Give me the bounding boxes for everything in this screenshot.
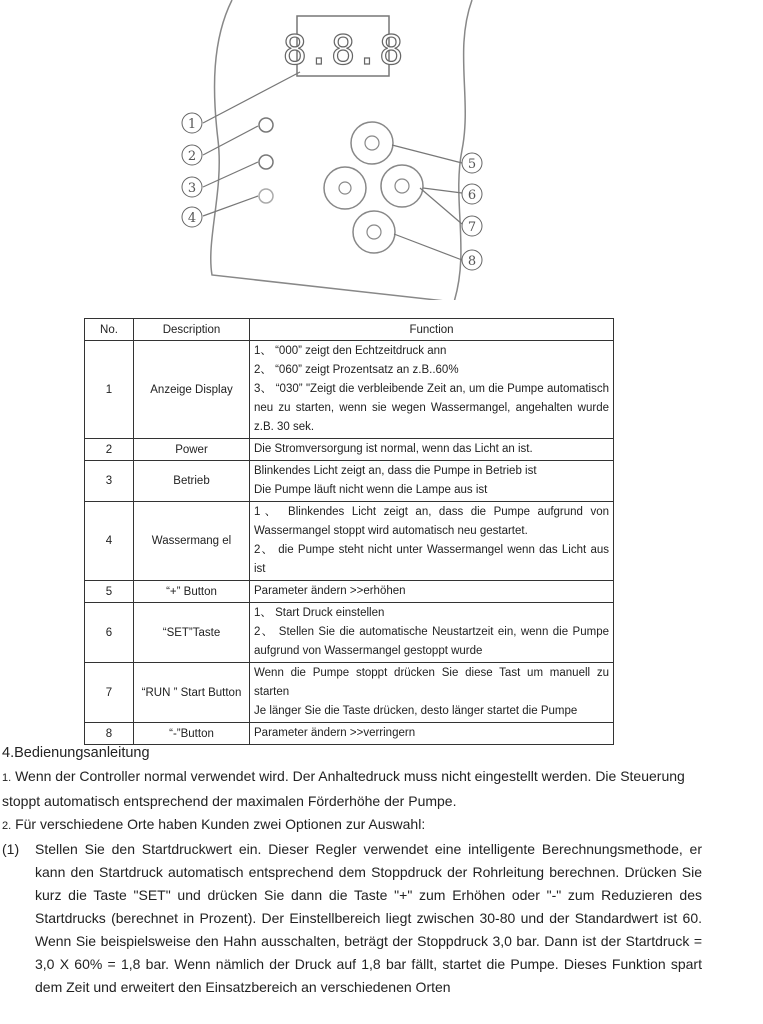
header-function: Function <box>250 319 614 341</box>
row-number: 4 <box>85 502 134 581</box>
paragraph-1-number: 1. <box>2 772 12 784</box>
callout-2 <box>182 145 202 165</box>
table-row <box>85 341 614 439</box>
row-description: Betrieb <box>134 461 250 502</box>
row-function <box>250 461 614 502</box>
function-line: 1、 “000” zeigt den Echtzeitdruck ann <box>254 345 447 357</box>
instructions-section <box>2 742 702 999</box>
svg-text:6: 6 <box>467 188 477 203</box>
led-betrieb <box>259 155 273 169</box>
row-description: “SET”Taste <box>134 603 250 663</box>
svg-text:1: 1 <box>187 117 197 132</box>
svg-text:8: 8 <box>467 254 477 269</box>
led-power <box>259 118 273 132</box>
paragraph-1-text: Wenn der Controller normal verwendet wird. Der Anhaltedruck muss nicht eingestellt werden. Die Steuerung stoppt automatisch entsprechend der maximalen Förderhöhe der Pumpe. <box>2 768 685 809</box>
function-line: 3、 “030” "Zeigt die verbleibende Zeit an, um die Pumpe automatisch neu zu starten, wenn sie wegen Wassermangel, angehalten wurde z.B. 30 sek. <box>254 383 609 433</box>
callout-5 <box>462 153 482 173</box>
row-description: Wassermang el <box>134 502 250 581</box>
row-function <box>250 502 614 581</box>
table-row <box>85 663 614 723</box>
function-line: Parameter ändern >>erhöhen <box>254 585 406 597</box>
function-line: Je länger Sie die Taste drücken, desto länger startet die Pumpe <box>254 705 578 717</box>
table-row <box>85 502 614 581</box>
button-run <box>381 165 423 207</box>
row-description: Power <box>134 439 250 461</box>
table-header-row <box>85 319 614 341</box>
row-function <box>250 663 614 723</box>
function-line: Die Stromversorgung ist normal, wenn das Licht an ist. <box>254 443 533 455</box>
button-set <box>324 167 366 209</box>
row-function <box>250 341 614 439</box>
svg-text:3: 3 <box>187 181 197 196</box>
header-no: No. <box>85 319 134 341</box>
option-1 <box>2 838 702 999</box>
function-line: Parameter ändern >>verringern <box>254 727 416 739</box>
function-line: Die Pumpe läuft nicht wenn die Lampe aus ist <box>254 484 488 496</box>
table-row <box>85 439 614 461</box>
row-number: 6 <box>85 603 134 663</box>
callout-1 <box>182 113 202 133</box>
svg-text:4: 4 <box>187 211 197 226</box>
svg-text:7: 7 <box>467 220 477 235</box>
controller-diagram <box>0 0 763 300</box>
function-line: 1、 Start Druck einstellen <box>254 607 385 619</box>
function-line: 2、 die Pumpe steht nicht unter Wassermangel wenn das Licht aus ist <box>254 544 609 575</box>
option-1-label: (1) <box>2 841 20 857</box>
paragraph-2-number: 2. <box>2 820 12 832</box>
button-minus <box>353 211 395 253</box>
svg-text:5: 5 <box>467 157 477 172</box>
led-wassermangel <box>259 189 273 203</box>
callout-8 <box>462 250 482 270</box>
callout-4 <box>182 207 202 227</box>
function-line: Wenn die Pumpe stoppt drücken Sie diese Tast um manuell zu starten <box>254 667 609 698</box>
row-number: 5 <box>85 581 134 603</box>
button-plus <box>351 122 393 164</box>
callout-7 <box>462 216 482 236</box>
row-number: 3 <box>85 461 134 502</box>
row-description: Anzeige Display <box>134 341 250 439</box>
row-number: 8 <box>85 723 134 745</box>
table-row <box>85 581 614 603</box>
row-function <box>250 439 614 461</box>
row-number: 2 <box>85 439 134 461</box>
callout-6 <box>462 184 482 204</box>
row-description: “RUN ” Start Button <box>134 663 250 723</box>
function-line: Blinkendes Licht zeigt an, dass die Pumpe in Betrieb ist <box>254 465 537 477</box>
paragraph-2-text: Für verschiedene Orte haben Kunden zwei Optionen zur Auswahl: <box>15 816 426 832</box>
row-description: “+” Button <box>134 581 250 603</box>
svg-text:2: 2 <box>187 149 197 164</box>
paragraph-1 <box>2 765 702 813</box>
function-line: 2、 Stellen Sie die automatische Neustartzeit ein, wenn die Pumpe aufgrund von Wassermangel gestoppt wurde <box>254 626 609 657</box>
header-description: Description <box>134 319 250 341</box>
display-digits: 8.8.8 <box>282 28 404 74</box>
option-1-text: Stellen Sie den Startdruckwert ein. Dieser Regler verwendet eine intelligente Berechnungsmethode, er kann den Startdruck automatisch entsprechend dem Stoppdruck der Rohrleitung berechnen. Drücken Sie kurz die Taste "SET" und drücken Sie dann die Taste "+" zum Erhöhen oder "-" zum Reduzieren des Startdrucks (berechnet in Prozent). Der Einstellbereich liegt zwischen 30-80 und der Standardwert ist 60. Wenn Sie beispielsweise den Hahn ausschalten, beträgt der Stoppdruck 3,0 bar. Dann ist der Startdruck = 3,0 X 60% = 1,8 bar. Wenn nämlich der Druck auf 1,8 bar fällt, startet die Pumpe. Dieses Funktion spart dem Zeit und erweitert den Einsatzbereich an verschiedenen Orten <box>35 841 702 995</box>
row-function <box>250 603 614 663</box>
row-function <box>250 581 614 603</box>
row-number: 1 <box>85 341 134 439</box>
callout-3 <box>182 177 202 197</box>
callout-lines-right <box>392 145 462 260</box>
paragraph-2 <box>2 813 702 838</box>
row-number: 7 <box>85 663 134 723</box>
row-description: “-”Button <box>134 723 250 745</box>
function-table <box>84 318 614 745</box>
section-title: 4.Bedienungsanleitung <box>2 745 150 761</box>
function-line: 1、 Blinkendes Licht zeigt an, dass die Pumpe aufgrund von Wassermangel stoppt wird automatisch neu gestartet. <box>254 506 609 537</box>
table-row <box>85 603 614 663</box>
table-row <box>85 461 614 502</box>
function-line: 2、 “060” zeigt Prozentsatz an z.B..60% <box>254 364 459 376</box>
